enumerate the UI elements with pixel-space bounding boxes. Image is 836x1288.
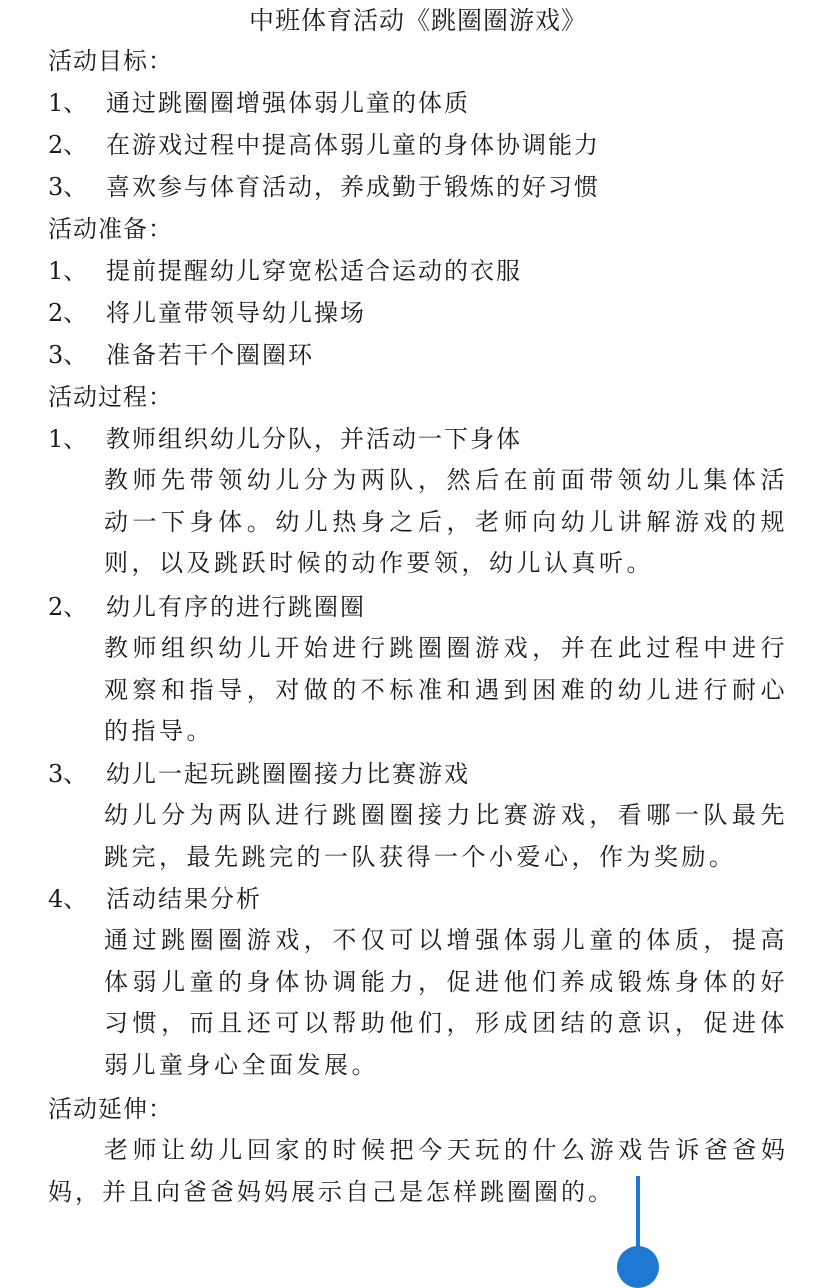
step-body: 通过跳圈圈游戏，不仅可以增强体弱儿童的体质，提高体弱儿童的身体协调能力，促进他们养成锻炼身体的好习惯，而且还可以帮助他们，形成团结的意识，促进体弱儿童身心全面发展。: [104, 926, 788, 1079]
process-step-title: [48, 422, 522, 456]
step-number: 2、: [48, 593, 88, 621]
step-title: 活动结果分析: [106, 885, 262, 913]
step-number: 1、: [48, 425, 88, 453]
extension-text: 老师让幼儿回家的时候把今天玩的什么游戏告诉爸爸妈妈，并且向爸爸妈妈展示自己是怎样跳圈圈的。: [48, 1136, 788, 1206]
step-number: 3、: [48, 760, 88, 788]
text-selection-handle-icon[interactable]: [617, 1246, 659, 1288]
goal-number: 1、: [48, 89, 88, 117]
step-body: 教师组织幼儿开始进行跳圈圈游戏，并在此过程中进行观察和指导，对做的不标准和遇到困难的幼儿进行耐心的指导。: [104, 634, 788, 745]
prep-number: 2、: [48, 299, 88, 327]
goal-text: 在游戏过程中提高体弱儿童的身体协调能力: [106, 131, 600, 159]
process-step-title: [48, 882, 262, 916]
prep-number: 1、: [48, 257, 88, 285]
process-step-title: [48, 757, 470, 791]
goals-heading: 活动目标：: [48, 47, 173, 75]
step-body: 幼儿分为两队进行跳圈圈接力比赛游戏，看哪一队最先跳完，最先跳完的一队获得一个小爱心，作为奖励。: [104, 801, 788, 871]
prep-item: [48, 254, 522, 288]
goal-text: 通过跳圈圈增强体弱儿童的体质: [106, 89, 470, 117]
goal-text: 喜欢参与体育活动，养成勤于锻炼的好习惯: [106, 173, 600, 201]
prep-text: 准备若干个圈圈环: [106, 341, 314, 369]
extension-heading: 活动延伸：: [48, 1095, 173, 1123]
process-heading: 活动过程：: [48, 383, 173, 411]
prep-item: [48, 338, 314, 372]
prep-number: 3、: [48, 341, 88, 369]
step-title: 教师组织幼儿分队，并活动一下身体: [106, 425, 522, 453]
goal-item: [48, 128, 600, 162]
goal-item: [48, 86, 470, 120]
process-step-title: [48, 590, 366, 624]
goal-item: [48, 170, 600, 204]
goal-number: 3、: [48, 173, 88, 201]
prep-heading: 活动准备：: [48, 215, 173, 243]
step-title: 幼儿有序的进行跳圈圈: [106, 593, 366, 621]
step-body: 教师先带领幼儿分为两队，然后在前面带领幼儿集体活动一下身体。幼儿热身之后，老师向幼儿讲解游戏的规则，以及跳跃时候的动作要领，幼儿认真听。: [104, 466, 788, 577]
prep-text: 提前提醒幼儿穿宽松适合运动的衣服: [106, 257, 522, 285]
goal-number: 2、: [48, 131, 88, 159]
step-number: 4、: [48, 885, 88, 913]
prep-text: 将儿童带领导幼儿操场: [106, 299, 366, 327]
prep-item: [48, 296, 366, 330]
document-title: 中班体育活动《跳圈圈游戏》: [248, 6, 587, 35]
step-title: 幼儿一起玩跳圈圈接力比赛游戏: [106, 760, 470, 788]
